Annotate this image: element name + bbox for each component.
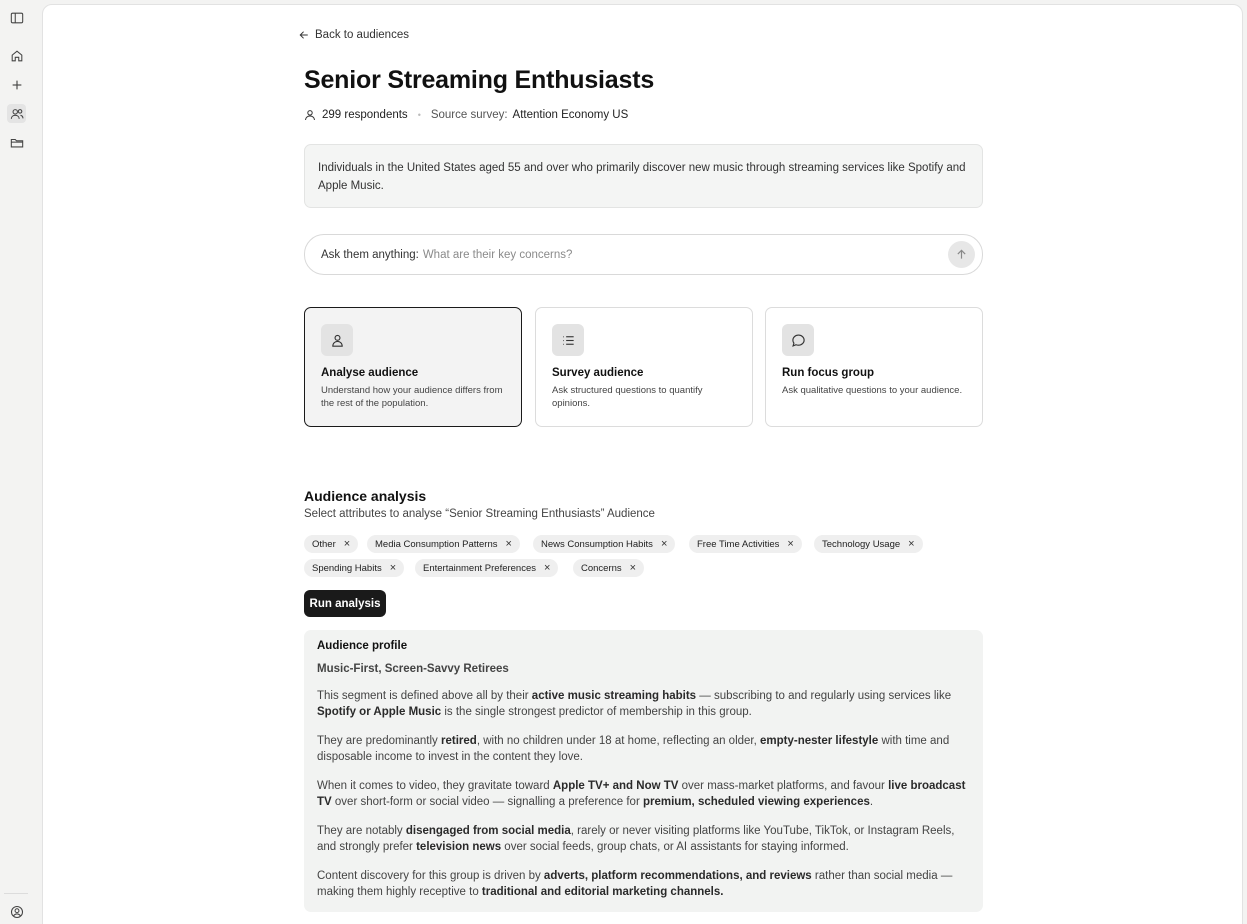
run-focus-group-card[interactable] [765,307,983,427]
emphasis-text: television news [416,841,502,853]
attribute-chip [367,535,520,553]
emphasis-text: Apple TV+ and Now TV [552,780,679,792]
profile-paragraph [317,733,970,765]
paragraph-text: They are predominantly [317,735,442,747]
back-link[interactable] [299,29,409,41]
attribute-chip [814,535,923,553]
card-title: Survey audience [552,367,644,379]
profile-paragraphs [317,688,970,900]
profile-headline: Music-First, Screen-Savvy Retirees [317,663,509,675]
profile-title: Audience profile [317,640,408,652]
audience-description: Individuals in the United States aged 55 and over who primarily discover new music through streaming services like Spotify and Apple Music. [304,144,983,208]
main-panel [42,4,1243,924]
emphasis-text: retired [441,735,477,747]
paragraph-text: . [869,796,874,808]
profile-paragraph [317,688,970,720]
paragraph-text: , rarely or never visiting platforms like YouTube, TikTok, or Instagram Reels, and strongly prefer [317,825,955,853]
audiences-icon[interactable] [7,104,26,123]
chip-label: News Consumption Habits [541,538,653,550]
chip-remove-icon[interactable]: × [544,562,551,574]
emphasis-text: active music streaming habits [531,690,697,702]
source-survey-label: Source survey: [430,109,508,121]
person-icon [321,324,353,356]
attribute-chip [689,535,802,553]
page-title: Senior Streaming Enthusiasts [304,66,655,94]
emphasis-text: premium, scheduled viewing experiences [642,796,870,808]
arrow-up-icon [956,249,967,260]
run-analysis-button[interactable]: Run analysis [304,590,386,617]
ask-bar [304,234,983,275]
emphasis-text: traditional and editorial marketing channels. [481,886,724,898]
paragraph-text: Content discovery for this group is driven by [317,870,544,882]
card-title: Run focus group [782,367,874,379]
person-icon [304,109,316,121]
attribute-chip [533,535,675,553]
chat-bubble-icon [782,324,814,356]
attribute-chip [415,559,558,577]
chip-label: Concerns [581,562,622,574]
card-description: Ask structured questions to quantify opinions. [552,385,703,409]
paragraph-text: , with no children under 18 at home, reflecting an older, [476,735,761,747]
chip-label: Media Consumption Patterns [375,538,498,550]
chip-remove-icon[interactable]: × [629,562,637,574]
attribute-chip [304,535,358,553]
paragraph-text: over short-form or social video — signalling a preference for [331,796,643,808]
profile-paragraph [317,823,970,855]
sidebar-toggle-icon[interactable] [8,9,25,26]
analyse-audience-card[interactable] [304,307,522,427]
chip-label: Free Time Activities [697,538,780,550]
card-description: Understand how your audience differs from the rest of the population. [321,385,503,409]
chip-label: Technology Usage [822,538,901,550]
emphasis-text: adverts, platform recommendations, and reviews [543,870,812,882]
paragraph-text: over social feeds, group chats, or AI assistants for staying informed. [501,841,849,853]
chip-remove-icon[interactable]: × [660,538,668,550]
home-icon[interactable] [8,47,25,64]
paragraph-text: over mass-market platforms, and favour [678,780,889,792]
card-description: Ask qualitative questions to your audience. [782,385,963,396]
emphasis-text: Spotify or Apple Music [317,706,442,718]
chip-remove-icon[interactable]: × [343,538,351,550]
paragraph-text: is the single strongest predictor of membership in this group. [441,706,752,718]
list-icon [552,324,584,356]
section-subtitle: Select attributes to analyse “Senior Streaming Enthusiasts” Audience [304,508,655,520]
respondent-count: 299 respondents [322,109,408,121]
chip-remove-icon[interactable]: × [505,538,512,550]
send-button[interactable] [948,241,975,268]
back-link-label: Back to audiences [315,29,409,41]
card-title: Analyse audience [321,367,419,379]
plus-icon[interactable] [8,76,25,93]
paragraph-text: rather than social media — making them highly receptive to [317,870,953,898]
profile-paragraph [317,868,970,900]
arrow-left-icon [299,30,309,40]
meta-separator: • [417,110,421,120]
survey-audience-card[interactable] [535,307,753,427]
emphasis-text: live broadcast TV [317,780,966,808]
chip-remove-icon[interactable]: × [389,562,397,574]
paragraph-text: with time and disposable income to invest in the content they love. [317,735,950,763]
source-survey-value: Attention Economy US [512,109,629,121]
emphasis-text: disengaged from social media [405,825,571,837]
attribute-chip [573,559,644,577]
chip-remove-icon[interactable]: × [908,538,915,550]
emphasis-text: empty-nester lifestyle [760,735,879,747]
ask-input[interactable] [423,249,948,261]
paragraph-text: — subscribing to and regularly using services like [696,690,952,702]
chip-label: Other [312,538,336,550]
rail-divider [4,893,28,894]
account-icon[interactable] [8,903,25,920]
chip-label: Spending Habits [312,562,382,574]
ask-label: Ask them anything: [321,248,419,261]
chip-remove-icon[interactable]: × [787,538,794,550]
paragraph-text: This segment is defined above all by their [317,690,532,702]
audience-profile [304,630,983,912]
section-title: Audience analysis [304,488,427,504]
attribute-chip [304,559,404,577]
paragraph-text: When it comes to video, they gravitate toward [317,780,553,792]
profile-paragraph [317,778,970,810]
chip-label: Entertainment Preferences [423,562,537,574]
paragraph-text: They are notably [317,825,406,837]
folder-icon[interactable] [8,134,25,151]
icon-rail [0,0,33,924]
audience-meta [304,109,628,121]
